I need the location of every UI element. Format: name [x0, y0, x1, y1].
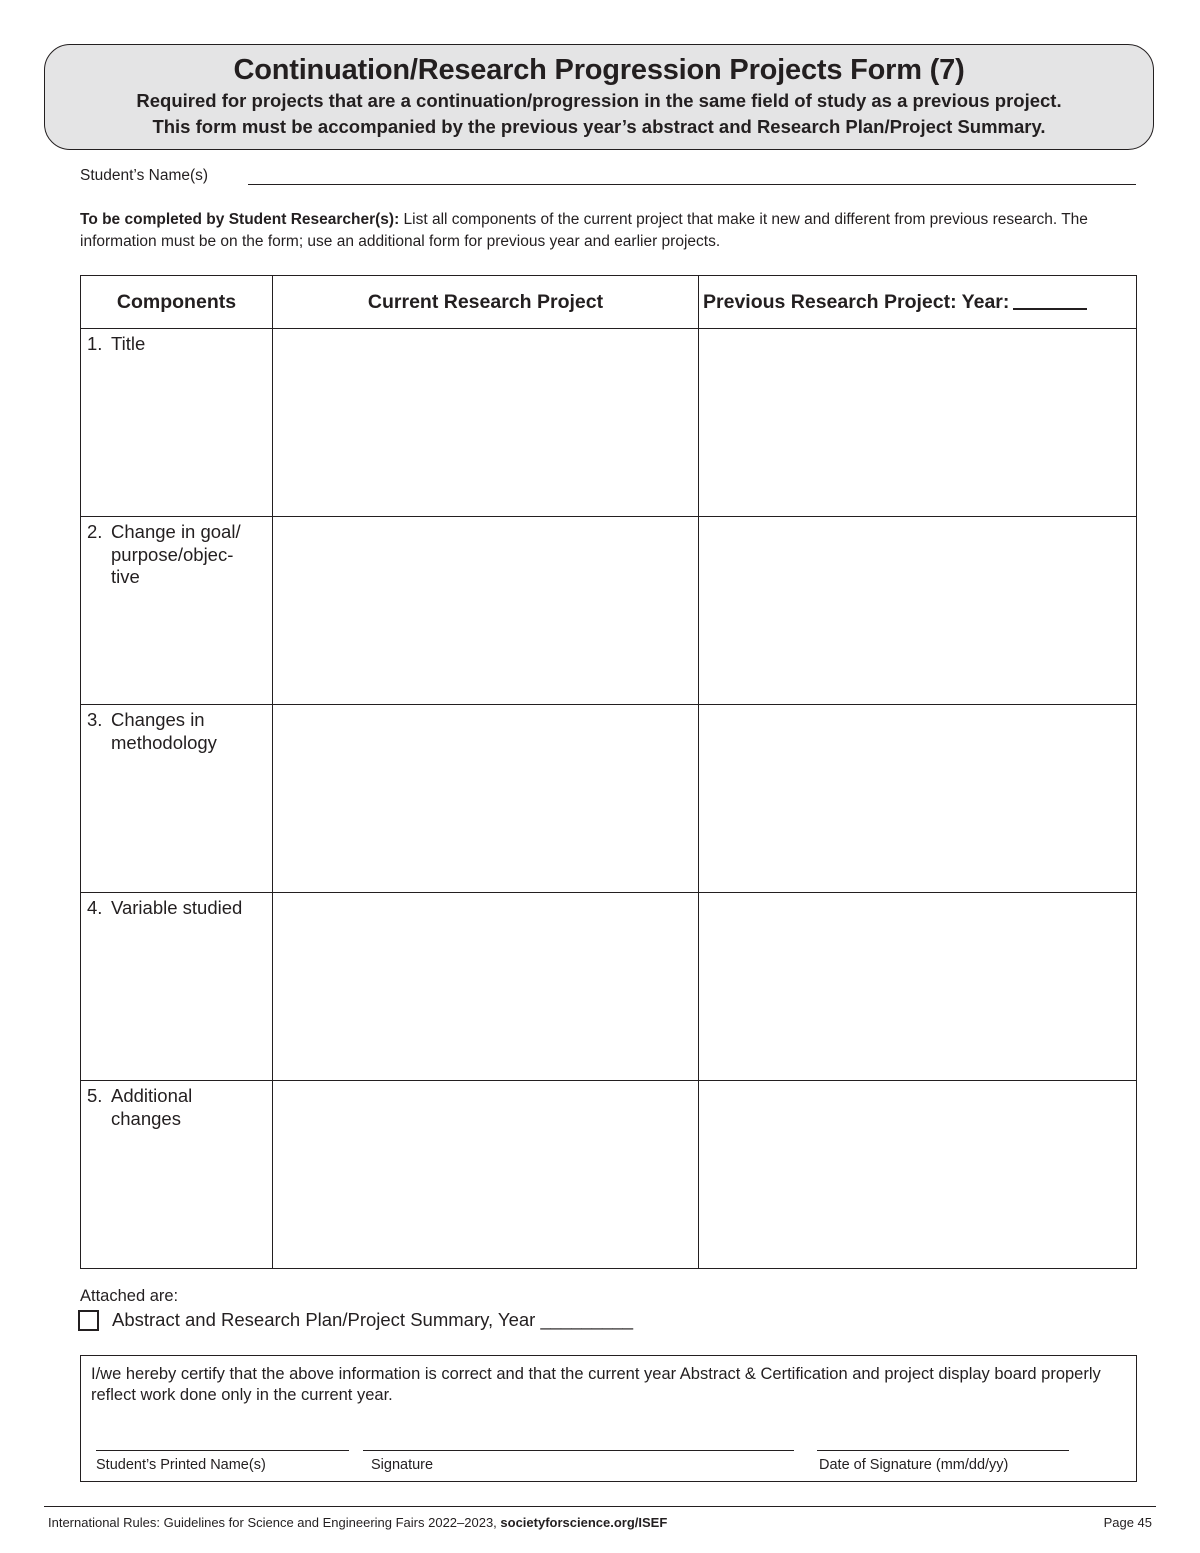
previous-project-cell[interactable] [699, 705, 1137, 893]
component-cell [81, 329, 273, 517]
instructions [80, 209, 1140, 253]
component-cell [81, 517, 273, 705]
component-label: Variable studied [111, 897, 243, 918]
current-project-cell[interactable] [273, 893, 699, 1081]
instructions-text: List all components of the current project that make it new and different from previous research. The information must be on the form; use an additional form for previous year and earlier projects. [80, 211, 1088, 250]
signature-field[interactable] [363, 1450, 794, 1451]
table-row [81, 705, 1137, 893]
signature-label: Signature [371, 1457, 434, 1473]
previous-project-cell[interactable] [699, 329, 1137, 517]
component-cell [81, 705, 273, 893]
components-table [80, 275, 1137, 1269]
header-previous-project-label: Previous Research Project: Year: [703, 290, 1010, 313]
signature-date-field[interactable] [817, 1450, 1069, 1451]
component-number: 5. [87, 1085, 103, 1106]
current-project-cell[interactable] [273, 329, 699, 517]
footer-text: International Rules: Guidelines for Science and Engineering Fairs 2022–2023, [48, 1515, 501, 1530]
footer-divider [44, 1506, 1156, 1507]
previous-project-cell[interactable] [699, 1081, 1137, 1269]
component-label: Change in goal/ purpose/objec- tive [111, 521, 241, 587]
attached-label: Attached are: [80, 1287, 179, 1305]
component-label: Additional changes [111, 1085, 193, 1129]
certification-text: I/we hereby certify that the above information is correct and that the current year Abstract & Certification and project display board properly reflect work done only in the current year. [91, 1365, 1101, 1404]
table-row [81, 329, 1137, 517]
certification-box [80, 1355, 1137, 1482]
component-cell [81, 1081, 273, 1269]
header-previous-project [699, 276, 1137, 329]
footer-citation [48, 1515, 667, 1530]
previous-project-cell[interactable] [699, 517, 1137, 705]
printed-name-field[interactable] [96, 1450, 349, 1451]
student-name-label: Student’s Name(s) [80, 167, 209, 184]
component-label: Changes in methodology [111, 709, 217, 753]
attached-item-text: Abstract and Research Plan/Project Summary, Year _________ [112, 1309, 634, 1330]
component-cell [81, 893, 273, 1081]
previous-project-cell[interactable] [699, 893, 1137, 1081]
student-name-row [80, 165, 1137, 189]
header-components: Components [81, 276, 273, 329]
current-project-cell[interactable] [273, 517, 699, 705]
attached-checkbox[interactable] [78, 1310, 99, 1331]
component-number: 1. [87, 333, 103, 354]
table-header-row [81, 276, 1137, 329]
header-current-project: Current Research Project [273, 276, 699, 329]
printed-name-label: Student’s Printed Name(s) [96, 1457, 266, 1473]
previous-year-field[interactable] [1013, 308, 1087, 310]
signature-date-label: Date of Signature (mm/dd/yy) [819, 1457, 1009, 1473]
component-number: 2. [87, 521, 103, 542]
form-title: Continuation/Research Progression Projects Form (7) [233, 54, 965, 86]
page-number: Page 45 [1103, 1515, 1152, 1530]
current-project-cell[interactable] [273, 1081, 699, 1269]
table-row [81, 517, 1137, 705]
student-name-field[interactable] [248, 184, 1136, 185]
footer-link[interactable]: societyforscience.org/ISEF [500, 1515, 668, 1530]
current-project-cell[interactable] [273, 705, 699, 893]
form-subtitle-line2: This form must be accompanied by the previous year’s abstract and Research Plan/Project Summary. [152, 116, 1046, 137]
component-number: 3. [87, 709, 103, 730]
instructions-lead: To be completed by Student Researcher(s): [80, 211, 400, 228]
component-label: Title [111, 333, 146, 354]
table-row [81, 893, 1137, 1081]
form-subtitle-line1: Required for projects that are a continuation/progression in the same field of study as a previous project. [136, 90, 1062, 111]
table-row [81, 1081, 1137, 1269]
component-number: 4. [87, 897, 103, 918]
form-header [44, 44, 1154, 150]
